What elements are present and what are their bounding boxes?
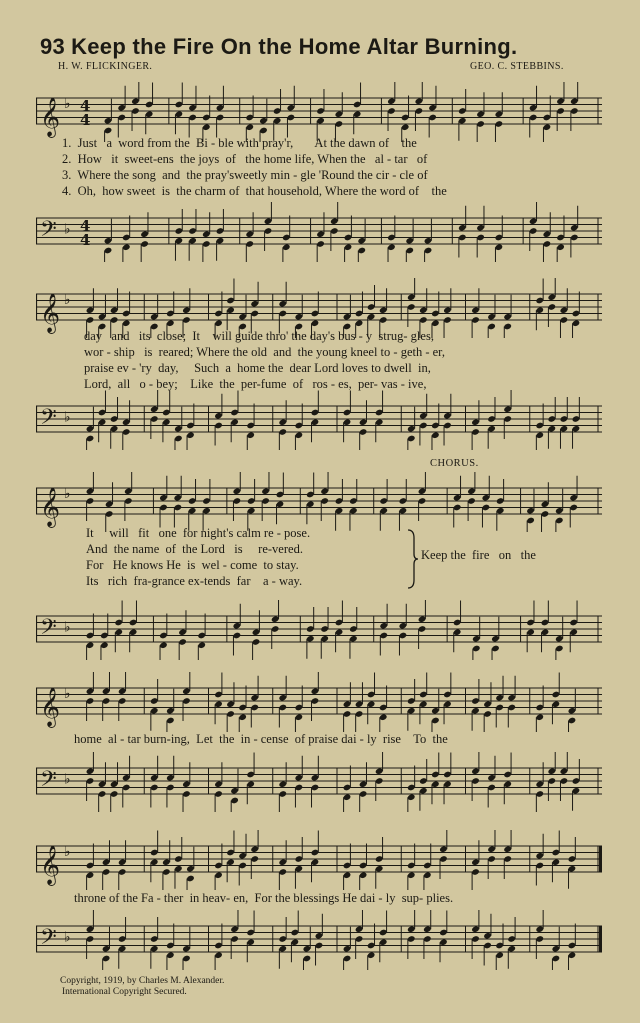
flat-icon: ♭ [64,409,71,426]
staff-bass-3 [36,600,602,660]
chorus-line: home al - tar burn-ing, Let the in - cense of praise dai - ly rise To the [74,732,448,746]
verse4-line: Lord, all o - bey; Like the per-fume of ros - es, per- vas - ive, [84,377,427,391]
staff-treble-5 [36,830,602,890]
staff-treble-4 [36,672,602,732]
flat-icon: ♭ [64,843,71,860]
copyright-line: Copyright, 1919, by Charles M. Alexander. [60,976,225,986]
flat-icon: ♭ [64,95,71,112]
verse3-line: For He knows He is wel - come to stay. [86,558,299,572]
treble-clef-icon: 𝄞 [40,293,61,333]
verse1-line: 1. Just a word from the Bi - ble with pray'r, At the dawn of the [62,136,417,150]
time-signature: 4 [80,111,91,129]
treble-clef-icon: 𝄞 [40,487,61,527]
copyright-secured: International Copyright Secured. [62,987,187,997]
composer-credit: GEO. C. STEBBINS. [470,61,564,72]
treble-clef-icon: 𝄞 [40,845,61,885]
bass-clef-icon: 𝄢 [40,405,57,435]
time-signature: 4 [80,231,91,249]
bass-clef-icon: 𝄢 [40,767,57,797]
verse1-line: day and its close; It will guide thro' the day's bus - y strug- gles, [84,329,434,343]
flat-icon: ♭ [64,619,71,636]
bass-clef-icon: 𝄢 [40,925,57,955]
chorus-refrain-start: Keep the fire on the [421,548,536,562]
treble-clef-icon: 𝄞 [40,97,61,137]
verse4-line: Its rich fra-grance ex-tends far a - way. [86,574,303,588]
treble-clef-icon: 𝄞 [40,687,61,727]
hymn-title-text: Keep the Fire On the Home Altar Burning. [71,34,518,59]
flat-icon: ♭ [64,929,71,946]
bass-clef-icon: 𝄢 [40,217,57,247]
author-credit: H. W. FLICKINGER. [58,61,153,72]
chorus-label: CHORUS. [430,458,479,469]
time-signature: 4 [80,217,91,235]
time-signature: 4 [80,97,91,115]
hymn-title [40,34,600,60]
verse-brace [406,528,420,590]
staff-bass-5 [36,910,602,970]
flat-icon: ♭ [64,221,71,238]
verse3-line: praise ev - 'ry day, Such a home the dear Lord loves to dwell in, [84,361,431,375]
verse2-line: wor - ship is reared; Where the old and the young kneel to - geth - er, [84,345,445,359]
bass-clef-icon: 𝄢 [40,615,57,645]
copyright-notice [60,976,224,998]
chorus-line: throne of the Fa - ther in heav- en, For the blessings He dai - ly sup- plies. [74,891,454,905]
verse4-line: 4. Oh, how sweet is the charm of that household, Where the word of the [62,184,447,198]
verse2-line: And the name of the Lord is re-vered. [86,542,303,556]
verse2-line: 2. How it sweet-ens the joys of the home life, When the al - tar of [62,152,428,166]
verse3-line: 3. Where the song and the pray'sweetly min - gle 'Round the cir - cle of [62,168,428,182]
staff-treble-3 [36,472,602,532]
staff-treble-1 [36,82,602,142]
flat-icon: ♭ [64,485,71,502]
flat-icon: ♭ [64,771,71,788]
verse1-line: It will fit one for night's calm re - pose. [86,526,311,540]
staff-bass-1 [36,202,602,262]
staff-bass-2 [36,390,602,450]
staff-bass-4 [36,752,602,812]
flat-icon: ♭ [64,685,71,702]
hymn-number: 93 [40,34,66,59]
flat-icon: ♭ [64,291,71,308]
